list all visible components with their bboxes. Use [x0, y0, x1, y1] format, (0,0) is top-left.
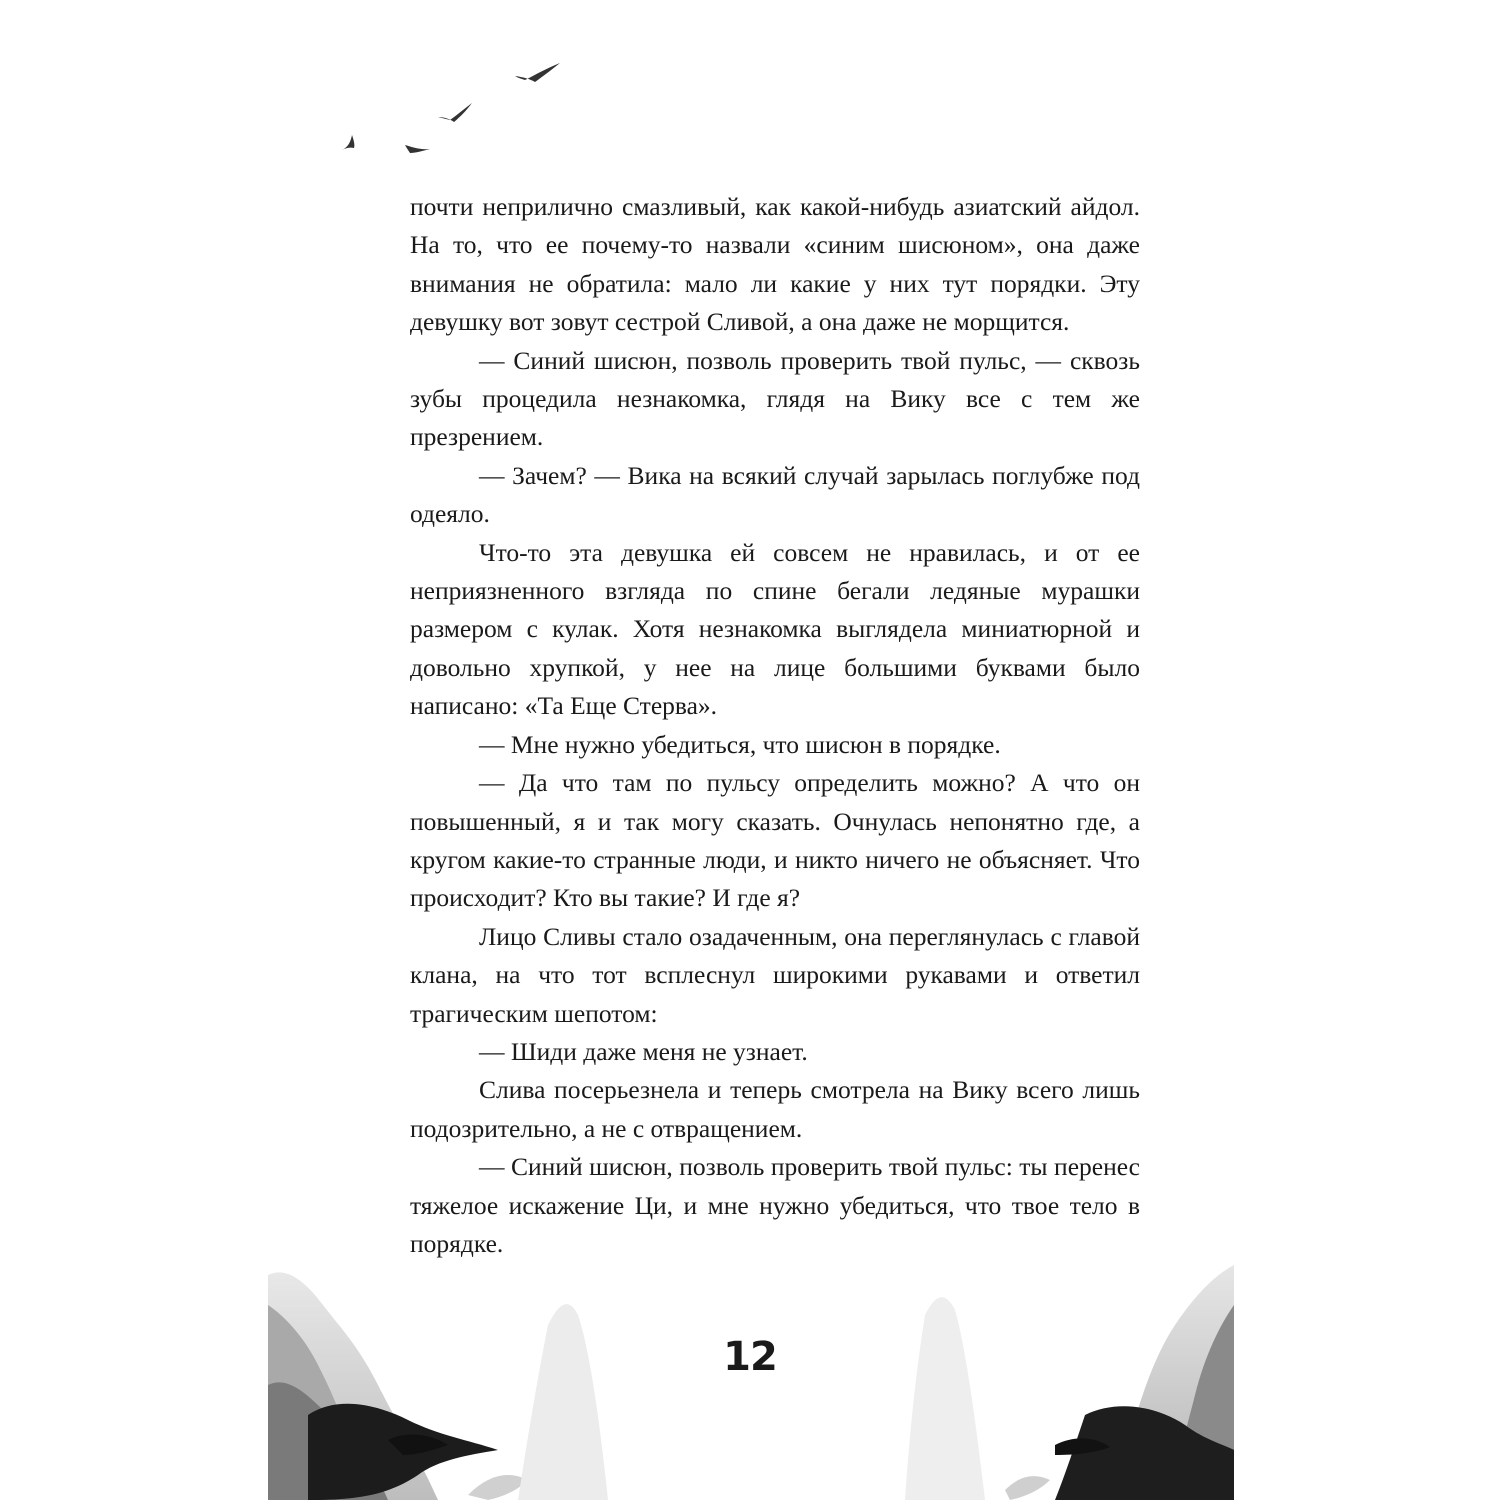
bird-icon — [438, 103, 472, 122]
paragraph: — Шиди даже меня не узнает. — [479, 1036, 808, 1066]
bird-icon — [342, 135, 354, 150]
bird-icon — [515, 63, 560, 82]
paragraph: — Зачем? — Вика на всякий случай зарылась поглубже под одеяло. — [410, 460, 1140, 529]
paragraph: Слива посерьезнела и теперь смотрела на Вику всего лишь подозрительно, а не с отвращением. — [410, 1075, 1140, 1143]
paragraph: почти неприлично смазливый, как какой-нибудь азиатский айдол. На то, что ее почему-то назвали «синим шисюном», она даже внимания не обратила: мало ли какие у них тут порядки. Эту девушку вот зовут сестрой Сливой, а она даже не морщится. — [410, 192, 1140, 337]
body-text — [410, 188, 1140, 1263]
paragraph: Лицо Сливы стало озадаченным, она переглянулась с главой клана, на что тот всплеснул широкими рукавами и ответил трагическим шепотом: — [410, 921, 1140, 1028]
page-number: 12 — [723, 1334, 777, 1380]
ink-landscape-right — [905, 1265, 1234, 1500]
paragraph: — Синий шисюн, позволь проверить твой пульс: ты перенес тяжелое искажение Ци, и мне нужно убедиться, что твое тело в порядке. — [410, 1152, 1140, 1258]
paragraph: — Да что там по пульсу определить можно? А что он повышенный, я и так могу сказать. Очнулась непонятно где, а кругом какие-то странные люди, и никто ничего не объясняет. Что происходит? Кто вы такие? И где я? — [410, 768, 1140, 913]
ink-landscape-left — [268, 1265, 628, 1500]
paragraph: — Мне нужно убедиться, что шисюн в порядке. — [479, 729, 1001, 759]
paragraph: — Синий шисюн, позволь проверить твой пульс, — сквозь зубы процедила незнакомка, глядя на Вику все с тем же презрением. — [410, 345, 1140, 452]
bird-icon — [405, 145, 430, 153]
paragraph: Что-то эта девушка ей совсем не нравилась, и от ее неприязненного взгляда по спине бегали ледяные мурашки размером с кулак. Хотя незнакомка выглядела миниатюрной и довольно хрупкой, у нее на лице большими буквами было написано: «Та Еще Стерва». — [410, 537, 1140, 721]
birds-illustration — [330, 55, 570, 165]
